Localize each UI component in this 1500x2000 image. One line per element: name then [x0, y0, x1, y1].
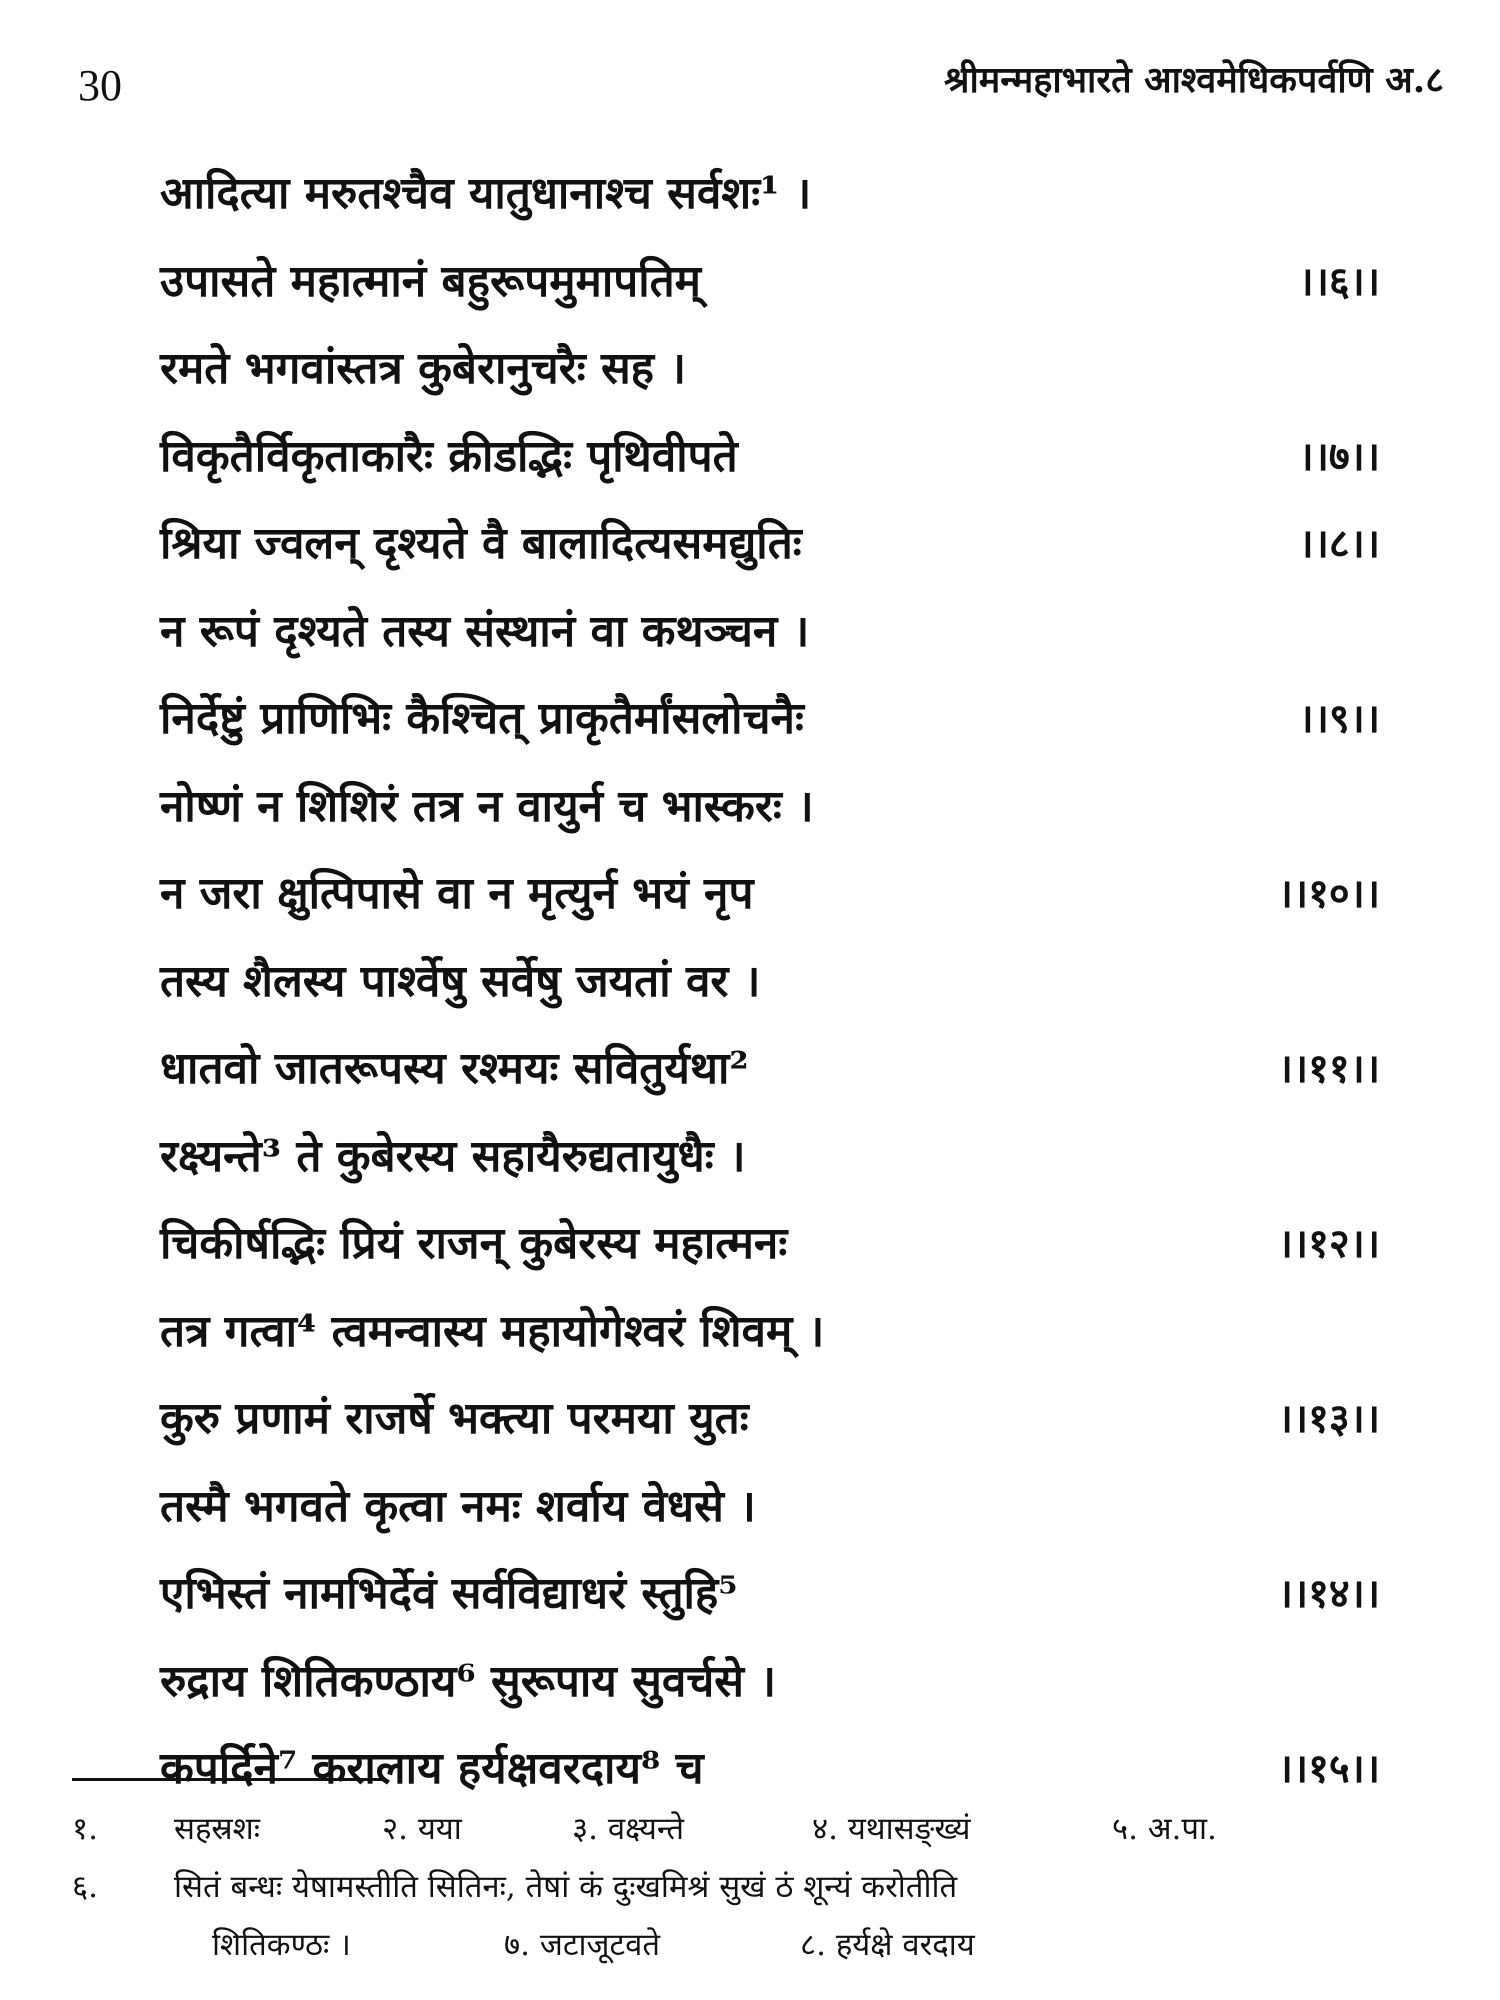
verse-line — [160, 238, 1380, 326]
footnote-text: सितं बन्धः येषामस्तीति सितिनः, तेषां कं दुःखमिश्रं सुखं ठं शून्यं करोतीति — [174, 1869, 958, 1905]
verse-line — [160, 1288, 1380, 1376]
footnote-item: शितिकण्ठः । — [212, 1927, 351, 1963]
verse-text: रक्ष्यन्ते³ ते कुबेरस्य सहायैरुद्यतायुधैः । — [160, 1130, 746, 1182]
verse-line — [160, 675, 1380, 763]
running-title: श्रीमन्महाभारते आश्वमेधिकपर्वणि अ.८ — [943, 59, 1444, 101]
verse-line — [160, 1025, 1380, 1113]
verse-line — [160, 1375, 1380, 1463]
verse-line — [160, 763, 1380, 851]
verse-number: ।।८।। — [1298, 520, 1380, 567]
footnote-item: ४. यथासङ्ख्यं — [812, 1811, 971, 1847]
footnote-row — [72, 1858, 1452, 1916]
verse-text: एभिस्तं नामभिर्देवं सर्वविद्याधरं स्तुहि⁵ — [160, 1568, 738, 1619]
verse-text: नोष्णं न शिशिरं तत्र न वायुर्न च भास्करः । — [160, 780, 814, 832]
verse-text: तस्य शैलस्य पार्श्वेषु सर्वेषु जयतां वर । — [160, 955, 761, 1007]
footnote-item: ५. अ.पा. — [1112, 1811, 1217, 1847]
footnote-item: ८. हर्यक्षे वरदाय — [800, 1927, 975, 1963]
verse-text: निर्देष्टुं प्राणिभिः कैश्चित् प्राकृतैर्मांसलोचनैः — [160, 693, 804, 744]
verse-text: तत्र गत्वा⁴ त्वमन्वास्य महायोगेश्वरं शिवम् । — [160, 1305, 825, 1357]
verse-text: तस्मै भगवते कृत्वा नमः शर्वाय वेधसे । — [160, 1480, 756, 1532]
verse-text: उपासते महात्मानं बहुरूपमुमापतिम् — [160, 255, 701, 307]
footnote-item: ७. जटाजूटवते — [504, 1927, 661, 1963]
verse-line — [160, 500, 1380, 588]
verse-line — [160, 1638, 1380, 1726]
verse-number: ।।१४।। — [1277, 1570, 1380, 1617]
verse-text: रमते भगवांस्तत्र कुबेरानुचरैः सह । — [160, 343, 687, 394]
verse-line — [160, 850, 1380, 938]
verse-line — [160, 413, 1380, 501]
verse-text: कपर्दिने⁷ करालाय हर्यक्षवरदाय⁸ च — [160, 1743, 704, 1794]
verse-number: ।।१५।। — [1277, 1745, 1380, 1792]
verse-number: ।।११।। — [1277, 1045, 1380, 1092]
verse-number: ।।७।। — [1298, 432, 1380, 480]
footnote-row — [72, 1916, 1452, 1974]
verse-text: चिकीर्षद्भिः प्रियं राजन् कुबेरस्य महात्मनः — [160, 1218, 788, 1269]
verse-line — [160, 588, 1380, 676]
verse-text: धातवो जातरूपस्य रश्मयः सवितुर्यथा² — [160, 1043, 749, 1094]
verse-line — [160, 938, 1380, 1026]
page-number: 30 — [78, 61, 122, 110]
verse-text: विकृतैर्विकृताकारैः क्रीडद्भिः पृथिवीपते — [160, 430, 738, 482]
verse-text: न जरा क्षुत्पिपासे वा न मृत्युर्न भयं नृप — [160, 868, 754, 919]
footnote-divider — [72, 1778, 384, 1781]
verse-number: ।।९।। — [1298, 695, 1380, 742]
footnote-row — [72, 1800, 1452, 1858]
verse-line — [160, 1550, 1380, 1638]
verse-line — [160, 1113, 1380, 1201]
verse-text: न रूपं दृश्यते तस्य संस्थानं वा कथञ्चन । — [160, 605, 810, 657]
footnote-item: २. यया — [382, 1811, 462, 1847]
verse-text: कुरु प्रणामं राजर्षे भक्त्या परमया युतः — [160, 1393, 749, 1444]
verse-text: आदित्या मरुतश्चैव यातुधानाश्च सर्वशः¹ । — [160, 168, 812, 219]
verse-text: श्रिया ज्वलन् दृश्यते वै बालादित्यसमद्युतिः — [160, 518, 802, 569]
footnotes — [72, 1800, 1452, 1974]
verse-number: ।।६।। — [1298, 257, 1380, 305]
verse-line — [160, 325, 1380, 413]
verse-block — [160, 150, 1380, 1813]
verse-text: रुद्राय शितिकण्ठाय⁶ सुरूपाय सुवर्चसे । — [160, 1655, 777, 1707]
verse-number: ।।१०।। — [1277, 870, 1380, 917]
verse-line — [160, 150, 1380, 238]
footnote-item: ३. वक्ष्यन्ते — [572, 1811, 685, 1847]
verse-line — [160, 1200, 1380, 1288]
verse-number: ।।१२।। — [1277, 1220, 1380, 1267]
verse-line — [160, 1463, 1380, 1551]
footnote-number: १. — [72, 1811, 98, 1847]
footnote-number: ६. — [72, 1869, 98, 1905]
footnote-item: सहस्रशः — [174, 1811, 261, 1847]
verse-number: ।।१३।। — [1277, 1395, 1380, 1442]
